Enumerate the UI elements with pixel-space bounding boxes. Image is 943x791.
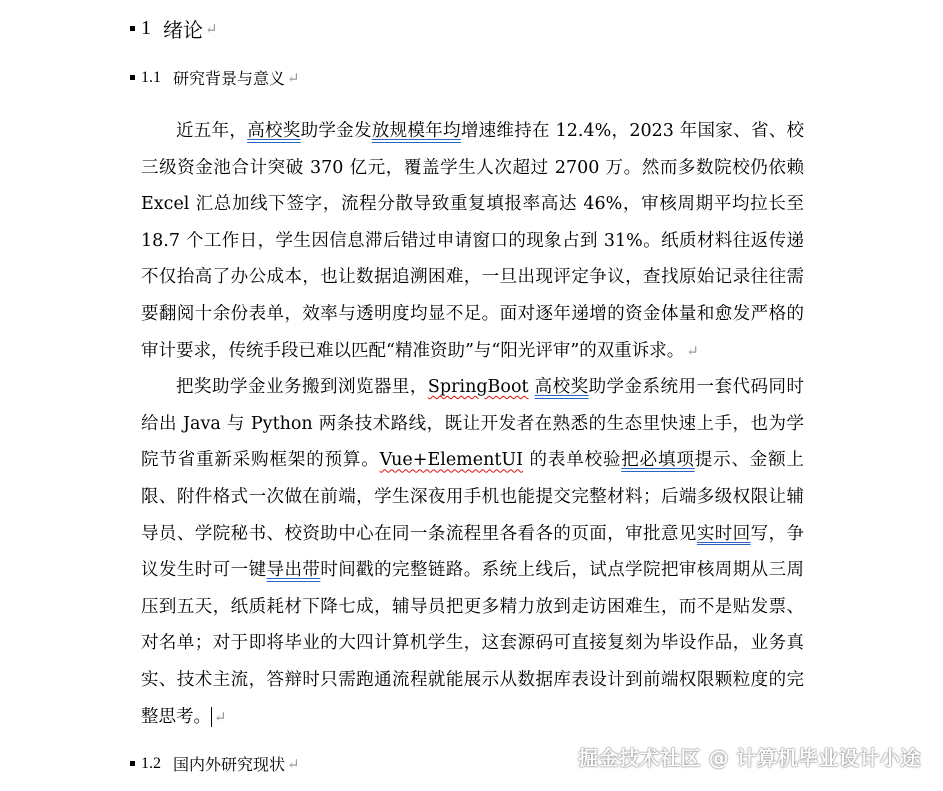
watermark: 掘金技术社区 @ 计算机毕业设计小途 bbox=[578, 746, 921, 770]
heading-bullet-icon bbox=[130, 75, 135, 80]
text-run: 提示、金额上限、附件格式一次做在前端，学生深夜用手机也能提交完整材料；后端多级权限让辅导员、学院秘书、校资助中心在同一条流程里各看各的页面，审批意见 bbox=[141, 450, 805, 544]
heading-bullet-icon bbox=[130, 761, 135, 766]
heading-bullet-icon bbox=[130, 26, 135, 31]
text-run: 近五年， bbox=[176, 121, 248, 141]
text-run: 的表单校验 bbox=[523, 450, 622, 471]
spelling-marked-text[interactable]: SpringBoot bbox=[427, 377, 529, 398]
heading-1-title[interactable]: 绪论 bbox=[163, 18, 203, 42]
heading-1-number: 1 bbox=[141, 17, 151, 39]
text-run: 助学金发 bbox=[300, 121, 372, 141]
text-run: 写，争议发生时可一键 bbox=[141, 523, 805, 581]
text-run: 把奖助学金业务搬到浏览器里， bbox=[176, 377, 428, 398]
text-run: 时间戳的完整链路。系统上线后，试点学院把审核周期从三周压到五天，纸质耗材下降七成，辅导员把更多精力放到走访困难生，而不是贴发票、对名单；对于即将毕业的大四计算机学生，这套源码可直接复刻为毕设作品，业务真实、技术主流，答辩时只需跑通流程就能展示从数据库表设计到前端权限颗粒度的完整思考。 bbox=[141, 560, 805, 727]
text-cursor bbox=[211, 707, 212, 727]
heading-1-2-number: 1.2 bbox=[141, 754, 161, 772]
heading-1 bbox=[130, 14, 218, 43]
grammar-marked-text[interactable]: 高校奖 bbox=[534, 377, 589, 398]
heading-1-1-number: 1.1 bbox=[141, 68, 161, 86]
spelling-marked-text[interactable]: Vue+ElementUI bbox=[379, 450, 524, 471]
paragraph-mark-icon: ↵ bbox=[686, 341, 699, 360]
paragraph-significance[interactable] bbox=[141, 369, 804, 735]
paragraph-mark-icon: ↵ bbox=[214, 707, 227, 726]
text-run: 助学金系统用一套代码同时给出 Java 与 Python 两条技术路线，既让开发者在熟悉的生态里快速上手，也为学院节省重新采购框架的预算。 bbox=[141, 377, 804, 471]
heading-1-1 bbox=[130, 66, 300, 89]
heading-1-2 bbox=[130, 752, 300, 775]
grammar-marked-text[interactable]: 高校奖 bbox=[247, 121, 301, 141]
heading-1-1-title[interactable]: 研究背景与意义 bbox=[173, 69, 286, 88]
grammar-marked-text[interactable]: 实时回 bbox=[696, 523, 751, 544]
grammar-marked-text[interactable]: 把必填项 bbox=[621, 450, 695, 471]
text-run: 增速维持在 12.4%，2023 年国家、省、校三级资金池合计突破 370 亿元，覆盖学生人次超过 2700 万。然而多数院校仍依赖 Excel 汇总加线下签字，流程分散导致重复填报率高达 46%，审核周期平均拉长至 18.7 个工作日，学生因信息滞后错过申请窗口的现象占到 31%。纸质材料往返传递不仅抬高了办公成本，也让数据追溯困难，一旦出现评定争议，查找原始记录往往需要翻阅十余份表单，效率与透明度均显不足。面对逐年递增的资金体量和愈发严格的审计要求，传统手段已难以匹配“精准资助”与“阳光评审”的双重诉求。 bbox=[141, 121, 805, 361]
grammar-marked-text[interactable]: 放规模年均 bbox=[371, 121, 461, 141]
heading-1-2-title[interactable]: 国内外研究现状 bbox=[173, 755, 286, 774]
paragraph-mark-icon: ↵ bbox=[205, 19, 218, 38]
paragraph-mark-icon: ↵ bbox=[287, 754, 300, 773]
grammar-marked-text[interactable]: 导出带 bbox=[266, 560, 321, 581]
paragraph-mark-icon: ↵ bbox=[287, 68, 300, 87]
body-text[interactable] bbox=[141, 113, 804, 735]
paragraph-background[interactable] bbox=[141, 113, 804, 369]
